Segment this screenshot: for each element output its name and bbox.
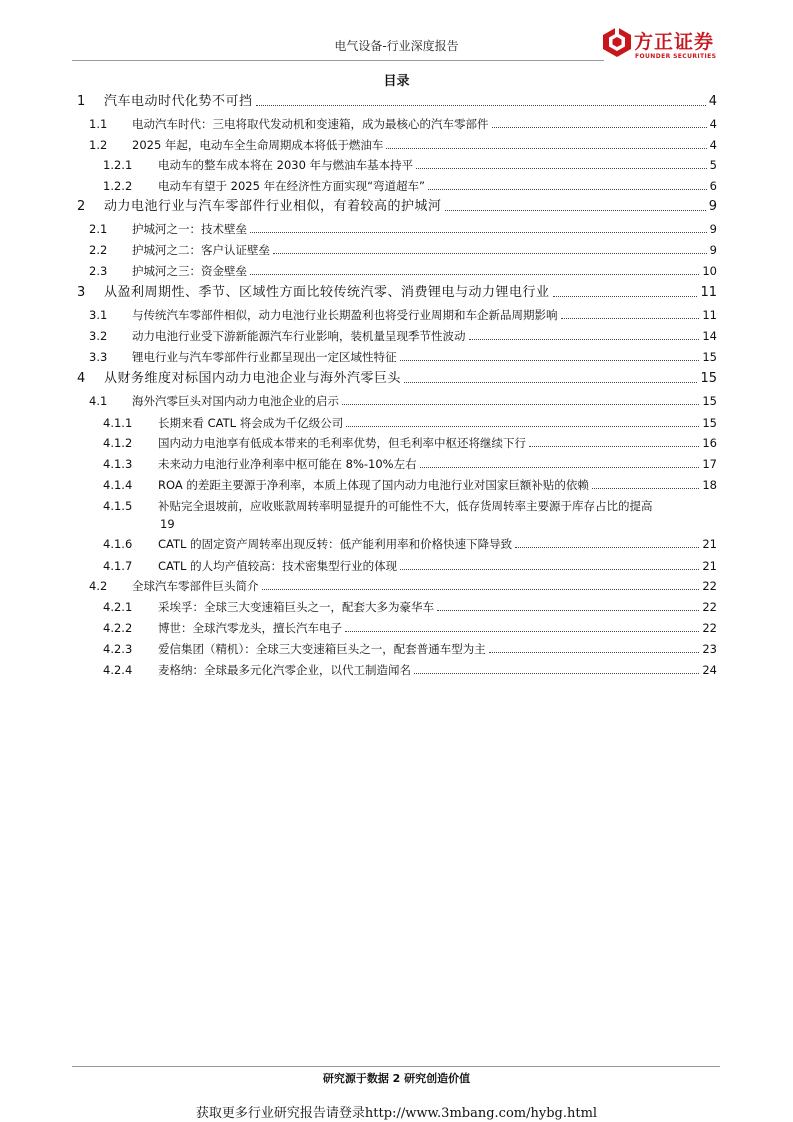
toc-entry-title: 护城河之一：技术壁垒 — [132, 222, 247, 236]
toc-entry[interactable] — [0, 241, 793, 259]
toc-entry-number: 1.2.2 — [103, 179, 133, 193]
toc-entry-number: 3 — [77, 285, 86, 300]
toc-entry-title: 护城河之二：客户认证壁垒 — [132, 243, 270, 257]
toc-entry-page: 16 — [702, 436, 717, 450]
footer-divider — [72, 1066, 720, 1067]
toc-entry-page: 15 — [702, 394, 717, 408]
toc-entry[interactable] — [0, 348, 793, 366]
toc-entry-number: 2 — [77, 199, 86, 214]
download-note: 获取更多行业研究报告请登录http://www.3mbang.com/hybg.html — [195, 1106, 598, 1121]
toc-entry-title: 与传统汽车零部件相似，动力电池行业长期盈利也将受行业周期和车企新品周期影响 — [132, 308, 558, 322]
toc-dot-leader — [445, 210, 706, 211]
toc-entry[interactable] — [0, 306, 793, 324]
toc-dot-leader — [404, 382, 697, 383]
toc-dot-leader — [345, 631, 699, 632]
toc-entry-page: 4 — [709, 138, 717, 152]
toc-entry[interactable] — [0, 156, 793, 174]
toc-entry-title: 补贴完全退坡前，应收账款周转率明显提升的可能性不大，低存货周转率主要源于库存占比的提高 — [158, 499, 653, 513]
toc-entry-number: 4.1.4 — [103, 478, 133, 492]
toc-entry-page: 23 — [702, 642, 717, 656]
toc-heading: 目录 — [383, 74, 410, 89]
toc-dot-leader — [416, 168, 707, 169]
toc-entry-number: 4.1.1 — [103, 416, 133, 430]
toc-entry-title: 汽车电动时代化势不可挡 — [104, 94, 253, 109]
toc-entry[interactable] — [0, 327, 793, 345]
toc-dot-leader — [400, 360, 699, 361]
toc-entry-title: 护城河之三：资金壁垒 — [132, 264, 247, 278]
toc-dot-leader — [400, 569, 699, 570]
toc-entry-title: 国内动力电池享有低成本带来的毛利率优势，但毛利率中枢还将继续下行 — [158, 436, 526, 450]
toc-dot-leader — [250, 232, 707, 233]
toc-entry[interactable] — [0, 455, 793, 473]
toc-entry-number: 3.2 — [89, 329, 108, 343]
toc-entry-page: 15 — [700, 371, 717, 386]
toc-entry-page: 9 — [709, 222, 717, 236]
toc-entry-number: 4.1.7 — [103, 559, 133, 573]
toc-dot-leader — [561, 318, 699, 319]
toc-dot-leader — [492, 127, 707, 128]
toc-entry-title: 电动车有望于 2025 年在经济性方面实现“弯道超车” — [158, 179, 425, 193]
toc-entry-title: 爱信集团（精机）：全球三大变速箱巨头之一，配套普通车型为主 — [158, 642, 486, 656]
toc-entry[interactable] — [0, 619, 793, 637]
toc-entry-title: ROA 的差距主要源于净利率，本质上体现了国内动力电池行业对国家巨额补贴的依赖 — [158, 478, 589, 492]
toc-entry[interactable] — [0, 414, 793, 432]
toc-entry[interactable] — [0, 497, 793, 533]
toc-entry-number: 2.3 — [89, 264, 108, 278]
toc-entry[interactable] — [0, 557, 793, 575]
toc-entry-page: 9 — [709, 243, 717, 257]
toc-dot-leader — [346, 426, 699, 427]
toc-entry-number: 1.2 — [89, 138, 108, 152]
toc-entry-number: 4.1.3 — [103, 457, 133, 471]
logo-chinese-name: 方正证券 — [634, 31, 715, 53]
toc-entry-page: 22 — [702, 579, 717, 593]
toc-entry-page: 15 — [702, 350, 717, 364]
toc-entry-title: 电动车的整车成本将在 2030 年与燃油车基本持平 — [158, 158, 414, 172]
toc-entry[interactable] — [0, 262, 793, 280]
toc-entry-number: 3.1 — [89, 308, 108, 322]
toc-entry-number: 1 — [77, 94, 86, 109]
toc-entry-number: 1.1 — [89, 117, 108, 131]
toc-entry-number: 4 — [77, 371, 86, 386]
footer-slogan: 研究源于数据 2 研究创造价值 — [322, 1072, 471, 1085]
toc-entry[interactable] — [0, 284, 793, 302]
toc-dot-leader — [515, 547, 699, 548]
toc-entry[interactable] — [0, 535, 793, 553]
toc-entry-title: 从财务维度对标国内动力电池企业与海外汽零巨头 — [104, 371, 402, 386]
toc-entry-number: 4.2 — [89, 579, 108, 593]
toc-entry-page: 4 — [709, 117, 717, 131]
toc-dot-leader — [414, 673, 699, 674]
toc-entry-number: 4.1 — [89, 394, 108, 408]
toc-dot-leader — [420, 467, 699, 468]
toc-dot-leader — [489, 652, 699, 653]
toc-entry-title: CATL 的固定资产周转率出现反转：低产能利用率和价格快速下降导致 — [158, 537, 513, 551]
toc-entry[interactable] — [0, 640, 793, 658]
toc-dot-leader — [250, 274, 699, 275]
toc-entry-number: 4.1.5 — [103, 499, 133, 513]
toc-entry-page: 11 — [700, 285, 717, 300]
toc-entry-page: 24 — [702, 663, 717, 677]
toc-entry-title: 全球汽车零部件巨头简介 — [132, 579, 259, 593]
toc-dot-leader — [469, 339, 699, 340]
toc-entry-page: 19 — [160, 517, 175, 531]
toc-entry-title: 海外汽零巨头对国内动力电池企业的启示 — [132, 394, 339, 408]
toc-entry-number: 4.2.2 — [103, 621, 133, 635]
toc-dot-leader — [592, 488, 699, 489]
running-header-title: 电气设备-行业深度报告 — [334, 39, 459, 53]
toc-entry[interactable] — [0, 136, 793, 154]
toc-entry-title: 从盈利周期性、季节、区域性方面比较传统汽零、消费锂电与动力锂电行业 — [104, 285, 550, 300]
toc-entry-page: 11 — [702, 308, 717, 322]
toc-dot-leader — [342, 404, 699, 405]
toc-entry-title: 博世：全球汽零龙头，擅长汽车电子 — [158, 621, 342, 635]
toc-entry-title: 未来动力电池行业净利率中枢可能在 8%-10%左右 — [158, 457, 417, 471]
toc-entry-number: 2.1 — [89, 222, 108, 236]
toc-entry[interactable] — [0, 115, 793, 133]
toc-entry[interactable] — [0, 220, 793, 238]
toc-entry[interactable] — [0, 476, 793, 494]
toc-dot-leader — [256, 105, 706, 106]
toc-entry-page: 5 — [709, 158, 717, 172]
toc-entry[interactable] — [0, 93, 793, 111]
toc-entry-number: 4.1.2 — [103, 436, 133, 450]
toc-entry-page: 18 — [702, 478, 717, 492]
toc-entry-title: 采埃孚：全球三大变速箱巨头之一，配套大多为豪华车 — [158, 600, 434, 614]
toc-dot-leader — [273, 253, 707, 254]
toc-entry-page: 22 — [702, 600, 717, 614]
toc-entry[interactable] — [0, 598, 793, 616]
toc-entry-page: 4 — [708, 94, 717, 109]
toc-dot-leader — [553, 296, 697, 297]
toc-entry-page: 21 — [702, 537, 717, 551]
toc-entry[interactable] — [0, 370, 793, 388]
toc-dot-leader — [386, 148, 707, 149]
toc-entry-number: 4.2.1 — [103, 600, 133, 614]
toc-entry-page: 15 — [702, 416, 717, 430]
toc-entry-page: 21 — [702, 559, 717, 573]
toc-dot-leader — [437, 610, 699, 611]
toc-entry-title: 麦格纳：全球最多元化汽零企业，以代工制造闻名 — [158, 663, 411, 677]
toc-entry-title: 2025 年起，电动车全生命周期成本将低于燃油车 — [132, 138, 384, 152]
toc-dot-leader — [262, 589, 699, 590]
toc-entry-number: 4.1.6 — [103, 537, 133, 551]
toc-entry-page: 10 — [702, 264, 717, 278]
toc-entry-number: 4.2.4 — [103, 663, 133, 677]
toc-entry-number: 2.2 — [89, 243, 108, 257]
toc-entry-number: 3.3 — [89, 350, 108, 364]
toc-entry-title: CATL 的人均产值较高：技术密集型行业的体现 — [158, 559, 398, 573]
toc-entry-page: 17 — [702, 457, 717, 471]
toc-entry-title: 长期来看 CATL 将会成为千亿级公司 — [158, 416, 344, 430]
toc-entry[interactable] — [0, 392, 793, 410]
toc-entry-page: 6 — [709, 179, 717, 193]
toc-entry-title: 动力电池行业与汽车零部件行业相似，有着较高的护城河 — [104, 199, 442, 214]
logo-english-name: FOUNDER SECURITIES — [635, 53, 717, 60]
toc-entry[interactable] — [0, 198, 793, 216]
toc-entry[interactable] — [0, 177, 793, 195]
toc-entry-page: 14 — [702, 329, 717, 343]
toc-entry-page: 9 — [708, 199, 717, 214]
toc-dot-leader — [529, 446, 699, 447]
toc-entry-title: 动力电池行业受下游新能源汽车行业影响，装机量呈现季节性波动 — [132, 329, 466, 343]
toc-entry-number: 1.2.1 — [103, 158, 133, 172]
toc-entry[interactable] — [0, 434, 793, 452]
toc-entry-number: 4.2.3 — [103, 642, 133, 656]
toc-entry[interactable] — [0, 577, 793, 595]
toc-dot-leader — [428, 189, 707, 190]
toc-entry-page: 22 — [702, 621, 717, 635]
toc-entry-title: 电动汽车时代：三电将取代发动机和变速箱，成为最核心的汽车零部件 — [132, 117, 489, 131]
toc-entry-title: 锂电行业与汽车零部件行业都呈现出一定区域性特征 — [132, 350, 397, 364]
toc-entry[interactable] — [0, 661, 793, 679]
